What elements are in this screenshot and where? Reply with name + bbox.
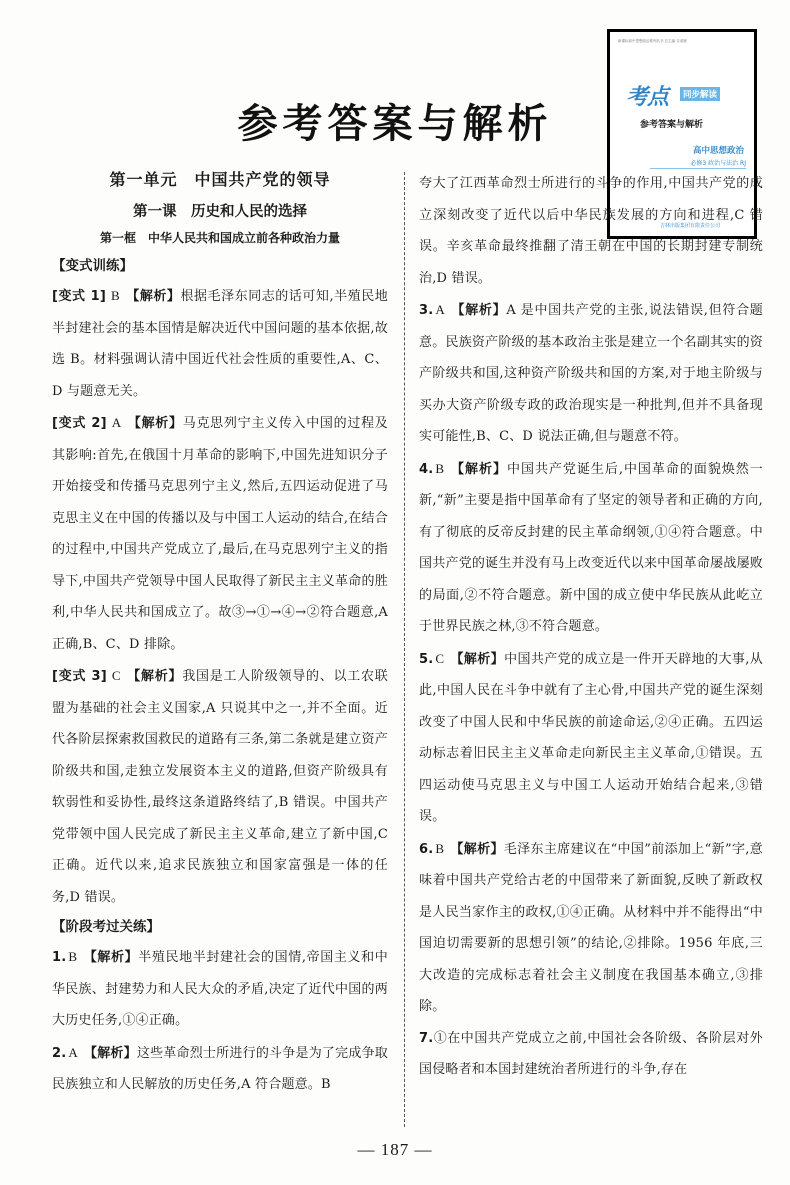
- answer-letter: B: [111, 288, 120, 303]
- cover-top-text: 新课标高中思想政治系列丛书 总主编 吉成璧: [618, 39, 687, 43]
- answer-text: ①在中国共产党成立之前,中国社会各阶级、各阶层对外国侵略者和本国封建统治者所进行的斗争,存在: [419, 1030, 763, 1077]
- analysis-label: 【解析】: [126, 669, 183, 684]
- left-column: [52, 163, 388, 1101]
- answer-question-3: [419, 294, 763, 453]
- cover-publisher: 吉林出版集团有限责任公司: [660, 223, 721, 229]
- analysis-label: 【解析】: [127, 416, 183, 431]
- analysis-label: 【解析】: [83, 950, 139, 965]
- cover-subject: 高中思想政治: [692, 146, 744, 156]
- answer-letter: B: [435, 840, 445, 856]
- answer-text: A 是中国共产党的主张,说法错误,但符合题意。民族资产阶级的基本政治主张是建立一个名副其实的资产阶级共和国,这种资产阶级共和国的方案,对于地主阶级与买办大资产阶级专政的政治现实是一种批判,但并不具备现实可能性,B、C、D 说法正确,但与题意不符。: [419, 303, 763, 444]
- analysis-label: 【解析】: [450, 303, 507, 318]
- answer-text: 我国是工人阶级领导的、以工农联盟为基础的社会主义国家,A 只说其中之一,并不全面。近代各阶层探索救国救民的道路有三条,第二条就是建立资产阶级共和国,走独立发展资本主义的道路,但资产阶级具有软弱性和妥协性,最终这条道路终结了,B 错误。中国共产党带领中国人民完成了新民主主义革命,建立了新中国,C 正确。近代以来,追求民族独立和国家富强是一体的任务,D 错误。: [52, 669, 388, 905]
- section-heading-stage-practice: 【阶段考过关练】: [52, 919, 160, 935]
- answer-text: 马克思列宁主义传入中国的过程及其影响:首先,在俄国十月革命的影响下,中国先进知识分子开始接受和传播马克思列宁主义,然后,五四运动促进了马克思主义在中国的传播以及与中国工人运动的结合,在结合的过程中,中国共产党成立了,最后,在马克思列宁主义的指导下,中国共产党领导中国人民取得了新民主主义革命的胜利,中华人民共和国成立了。故③→①→④→②符合题意,A 正确,B、C、D 排除。: [52, 416, 388, 652]
- question-number: 3.: [419, 303, 434, 318]
- answer-question-7: [419, 1023, 763, 1086]
- answer-letter: A: [111, 415, 122, 430]
- answer-question-2: [52, 1037, 388, 1101]
- answer-letter: A: [68, 1044, 78, 1060]
- analysis-label: 【解析】: [125, 289, 181, 304]
- answer-letter: C: [435, 650, 445, 666]
- answer-letter: A: [435, 302, 445, 317]
- frame-title: 第一框 中华人民共和国成立前各种政治力量: [99, 231, 340, 245]
- cover-series-badge: 同步解读: [680, 87, 720, 101]
- cover-edition: 必修3 政治与法治 RJ: [690, 160, 746, 167]
- question-number: 6.: [419, 841, 434, 857]
- answer-text: 中国共产党的成立是一件开天辟地的大事,从此,中国人民在斗争中就有了主心骨,中国共产党的诞生深刻改变了中国人民和中华民族的前途命运,②④正确。五四运动标志着旧民主主义革命走向新民主主义革命,①错误。五四运动使马克思主义与中国工人运动开始结合起来,③错误。: [419, 651, 763, 824]
- variant-tag: [变式 3]: [52, 669, 107, 684]
- variant-tag: [变式 2]: [52, 416, 107, 431]
- question-number: 5.: [419, 651, 434, 667]
- answer-question-6: [419, 833, 763, 1023]
- answer-letter: C: [111, 668, 121, 683]
- unit-title: 第一单元 中国共产党的领导: [109, 170, 331, 189]
- answer-text: 半殖民地半封建社会的国情,帝国主义和中华民族、封建势力和人民大众的矛盾,决定了近代中国的两大历史任务,①④正确。: [52, 950, 388, 1028]
- variant-tag: [变式 1]: [52, 289, 107, 304]
- cover-brand-logo: 考点: [626, 85, 669, 110]
- question-number: 1.: [52, 950, 67, 965]
- page-number: — 187 —: [357, 1140, 433, 1159]
- analysis-label: 【解析】: [83, 1045, 137, 1061]
- column-divider: [404, 172, 405, 1127]
- question-number: 4.: [419, 461, 434, 477]
- answer-text: 毛泽东主席建议在“中国”前添加上“新”字,意味着中国共产党给古老的中国带来了新面貌,反映了新政权是人民当家作主的政权,①④正确。从材料中并不能得出“中国迫切需要新的思想引领”的结论,②排除。1956 年底,三大改造的完成标志着社会主义制度在我国基本确立,③排除。: [419, 841, 763, 1014]
- answer-question-5: [419, 643, 763, 833]
- lesson-title: 第一课 历史和人民的选择: [133, 204, 307, 220]
- right-column: [419, 168, 763, 1086]
- page-title: 参考答案与解析: [237, 101, 553, 147]
- answer-text: 这些革命烈士所进行的斗争是为了完成争取民族独立和人民解放的历史任务,A 符合题意。B: [52, 1045, 388, 1092]
- answer-letter: B: [68, 949, 78, 964]
- answer-variant-2: [52, 407, 388, 660]
- answer-question-2-continued: 夸大了江西革命烈士所进行的斗争的作用,中国共产党的成立深刻改变了近代以后中华民族发展的方向和进程,C 错误。辛亥革命最终推翻了清王朝在中国的长期封建专制统治,D 错误。: [419, 176, 763, 286]
- analysis-label: 【解析】: [450, 841, 504, 857]
- analysis-label: 【解析】: [450, 651, 505, 667]
- answer-variant-1: [52, 280, 388, 407]
- answer-question-4: [419, 453, 763, 643]
- answer-text: 根据毛泽东同志的话可知,半殖民地半封建社会的基本国情是解决近代中国问题的基本依据,故选 B。材料强调认清中国近代社会性质的重要性,A、C、D 与题意无关。: [52, 289, 388, 399]
- answer-variant-3: [52, 660, 388, 913]
- analysis-label: 【解析】: [450, 461, 507, 477]
- question-number: 7.: [419, 1030, 434, 1046]
- answer-letter: B: [435, 460, 445, 476]
- cover-subtitle: 参考答案与解析: [640, 120, 704, 130]
- question-number: 2.: [52, 1045, 67, 1061]
- section-heading-variant-training: 【变式训练】: [52, 258, 133, 274]
- answer-text: 中国共产党诞生后,中国革命的面貌焕然一新,“新”主要是指中国革命有了坚定的领导者和正确的方向,有了彻底的反帝反封建的民主革命纲领,①④符合题意。中国共产党的诞生并没有马上改变近代以来中国革命屡战屡败的局面,②不符合题意。新中国的成立使中华民族从此屹立于世界民族之林,③不符合题意。: [419, 461, 763, 634]
- answer-question-1: [52, 941, 388, 1037]
